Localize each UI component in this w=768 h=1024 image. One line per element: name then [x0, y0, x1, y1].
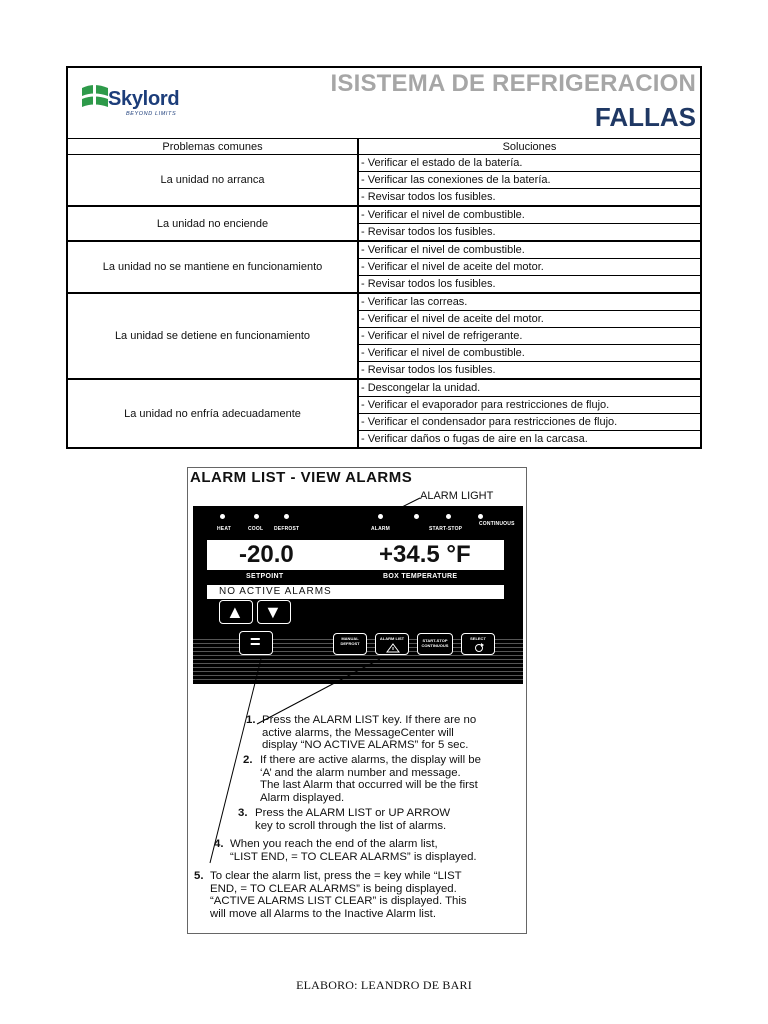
solution-item: - Verificar el estado de la batería.	[359, 155, 700, 172]
table-row	[68, 241, 700, 293]
message-center: NO ACTIVE ALARMS	[207, 585, 504, 599]
defrost-indicator-label: DEFROST	[274, 526, 300, 532]
step-number: 2.	[243, 754, 253, 766]
table-header-row	[68, 139, 700, 155]
figure-title: ALARM LIST - VIEW ALARMS	[190, 469, 413, 486]
solution-item: - Verificar el nivel de combustible.	[359, 207, 700, 224]
alarm-indicator-label: ALARM	[371, 526, 391, 532]
solution-item: - Verificar daños o fugas de aire en la carcasa.	[361, 433, 588, 445]
table-row	[68, 206, 700, 241]
problem-cell: La unidad no enfría adecuadamente	[68, 379, 358, 447]
callout-lines	[188, 468, 528, 935]
select-key-label: SELECT	[470, 636, 486, 641]
solution-item: - Revisar todos los fusibles.	[361, 364, 496, 376]
step-number: 4.	[214, 838, 224, 850]
footer-author: ELABORO: LEANDRO DE BARI	[296, 978, 472, 992]
solutions-cell	[358, 241, 700, 293]
manual-defrost-key-label: MANUAL DEFROST	[340, 636, 360, 646]
sheet-header	[68, 68, 700, 139]
solution-item: - Revisar todos los fusibles.	[361, 226, 496, 238]
alarm-list-figure	[187, 467, 527, 934]
solution-item: - Verificar el nivel de refrigerante.	[359, 328, 700, 345]
solution-item: - Verificar el nivel de aceite del motor.	[359, 311, 700, 328]
solutions-cell	[358, 155, 700, 207]
solutions-cell	[358, 379, 700, 447]
solution-item: - Verificar el nivel de combustible.	[359, 242, 700, 259]
problem-cell: La unidad no enciende	[68, 206, 358, 241]
solution-item: - Verificar las correas.	[359, 294, 700, 311]
equals-icon: =	[250, 632, 261, 652]
solution-item: - Verificar el evaporador para restricciones de flujo.	[359, 397, 700, 414]
fault-table-sheet	[66, 66, 702, 449]
skylord-logo	[80, 82, 210, 122]
table-row	[68, 379, 700, 447]
up-arrow-icon: ▲	[226, 602, 244, 622]
document-system-title: ISISTEMA DE REFRIGERACION	[330, 70, 696, 97]
heat-indicator-label: HEAT	[217, 526, 232, 532]
step-number: 3.	[238, 807, 248, 819]
column-header-problems: Problemas comunes	[68, 139, 358, 155]
column-header-solutions: Soluciones	[358, 139, 700, 155]
solution-item: - Revisar todos los fusibles.	[361, 191, 496, 203]
cool-indicator-label: COOL	[248, 526, 264, 532]
step-number: 5.	[194, 870, 204, 882]
solution-item: - Revisar todos los fusibles.	[361, 278, 496, 290]
setpoint-value: -20.0	[239, 541, 294, 568]
step-text: When you reach the end of the alarm list, “LIST END, = TO CLEAR ALARMS” is displayed.	[230, 838, 477, 863]
logo-tagline: BEYOND LIMITS	[126, 111, 177, 117]
problem-cell: La unidad no se mantiene en funcionamiento	[68, 241, 358, 293]
down-arrow-icon: ▼	[264, 602, 282, 622]
step-text: To clear the alarm list, press the = key while “LIST END, = TO CLEAR ALARMS” is being displayed. “ACTIVE ALARMS LIST CLEAR” is displayed. This will move all Alarms to the Inactive Alarm list.	[210, 870, 467, 921]
logo-wordmark: Skylord	[108, 88, 180, 110]
table-row	[68, 293, 700, 379]
solution-item: - Verificar el condensador para restricciones de flujo.	[359, 414, 700, 431]
step-number: 1.	[246, 714, 256, 726]
step-text: Press the ALARM LIST or UP ARROW key to scroll through the list of alarms.	[255, 807, 451, 832]
problem-cell: La unidad se detiene en funcionamiento	[68, 293, 358, 379]
faults-table	[68, 139, 700, 447]
skylord-mark-icon	[80, 82, 110, 116]
continuous-indicator-label: CONTINUOUS	[479, 521, 515, 527]
solution-item: - Descongelar la unidad.	[359, 380, 700, 397]
step-text: Press the ALARM LIST key. If there are no active alarms, the MessageCenter will display “NO ACTIVE ALARMS” for 5 sec.	[262, 714, 477, 752]
solution-item: - Verificar el nivel de aceite del motor.	[359, 259, 700, 276]
alarm-list-key-label: ALARM LIST	[379, 636, 405, 641]
box-temperature-caption: BOX TEMPERATURE	[383, 573, 458, 580]
box-temperature-value: +34.5 °F	[379, 541, 471, 568]
solution-item: - Verificar el nivel de combustible.	[359, 345, 700, 362]
alarm-light-label: ALARM LIGHT	[420, 490, 494, 502]
setpoint-caption: SETPOINT	[246, 573, 284, 580]
step-text: If there are active alarms, the display will be ‘A’ and the alarm number and message. The last Alarm that occurred will be the first Alarm displayed.	[260, 754, 481, 805]
start-stop-indicator-label: START-STOP	[429, 526, 463, 532]
start-stop-key-label: START-STOP CONTINUOUS	[421, 638, 449, 648]
table-body	[68, 155, 700, 448]
solutions-cell	[358, 293, 700, 379]
table-row	[68, 155, 700, 207]
solutions-cell	[358, 206, 700, 241]
problem-cell: La unidad no arranca	[68, 155, 358, 207]
solution-item: - Verificar las conexiones de la batería.	[359, 172, 700, 189]
document-title: FALLAS	[594, 102, 696, 132]
